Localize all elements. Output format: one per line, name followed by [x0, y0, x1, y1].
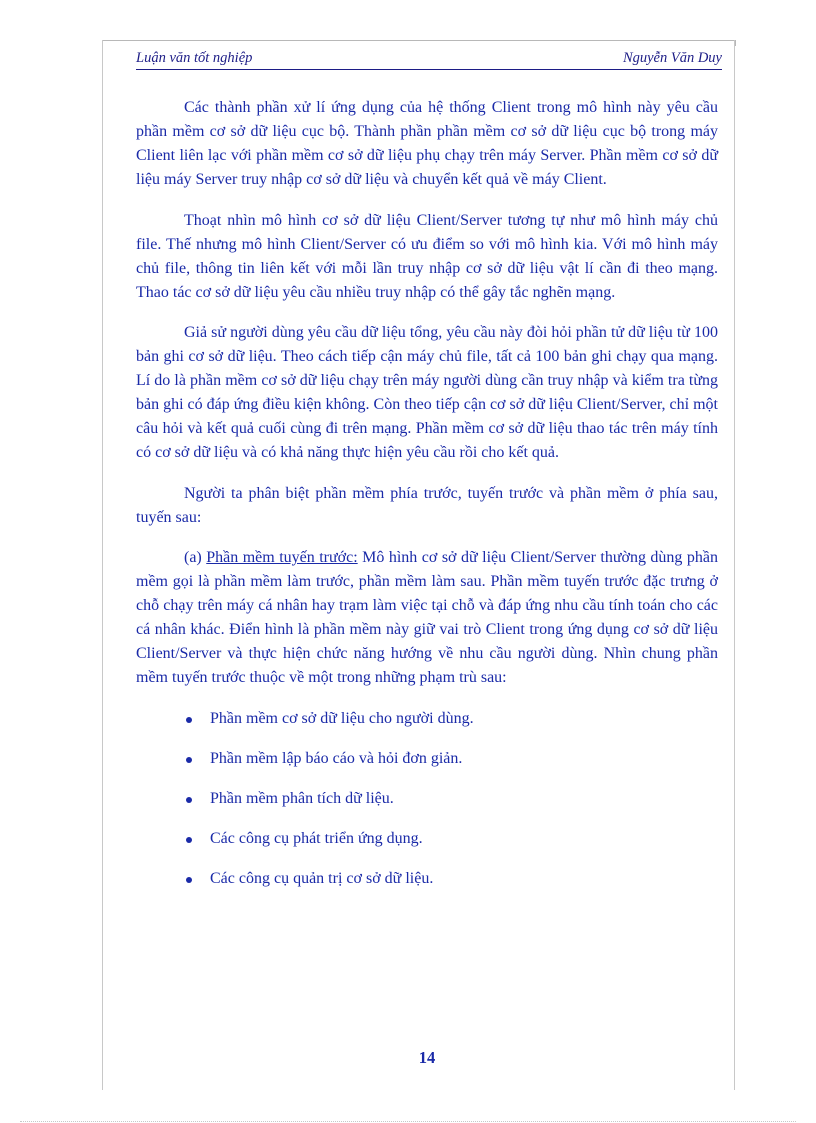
- bullet-icon: [186, 717, 192, 723]
- list-item: [184, 707, 718, 731]
- paragraph-front-end-software: [136, 546, 718, 690]
- page-border-bottom: [20, 1121, 796, 1122]
- page-border-top: [102, 40, 736, 46]
- list-item: [184, 827, 718, 851]
- page-border-right: [734, 40, 735, 1090]
- paragraph-front-back-end: Người ta phân biệt phần mềm phía trước, tuyến trước và phần mềm ở phía sau, tuyến sau:: [136, 484, 718, 526]
- bullet-icon: [186, 797, 192, 803]
- header-author-name: Nguyễn Văn Duy: [622, 50, 722, 66]
- header-rule: [136, 69, 722, 70]
- section-text: Mô hình cơ sở dữ liệu Client/Server thường dùng phần mềm gọi là phần mềm làm trước, phần mềm làm sau. Phần mềm tuyến trước đặc trưng ở chỗ chạy trên máy cá nhân hay trạm làm việc tại chỗ và đáp ứng nhu cầu tính toán cho các cá nhân khác. Điển hình là phần mềm này giữ vai trò Client trong ứng dụng cơ sở dữ liệu Client/Server và thực hiện chức năng hướng về nhu cầu người dùng. Nhìn chung phần mềm tuyến trước thuộc về một trong những phạm trù sau:: [136, 549, 719, 686]
- paragraph-example-100-records: Giả sử người dùng yêu cầu dữ liệu tổng, yêu cầu này đòi hỏi phần tử dữ liệu từ 100 bản ghi cơ sở dữ liệu. Theo cách tiếp cận máy chủ file, tất cả 100 bản ghi chạy qua mạng. Lí do là phần mềm cơ sở dữ liệu chạy trên máy người dùng cần truy nhập và kiểm tra từng bản ghi có đáp ứng điều kiện không. Còn theo tiếp cận cơ sở dữ liệu Client/Server, chỉ một câu hỏi và kết quả cuối cùng đi trên mạng. Phần mềm cơ sở dữ liệu thao tác trên máy tính có cơ sở dữ liệu và có khả năng thực hiện yêu cầu rồi cho kết quả.: [136, 324, 718, 461]
- front-end-category-list: [136, 707, 718, 891]
- bullet-icon: [186, 757, 192, 763]
- list-item-text: Phần mềm lập báo cáo và hỏi đơn giản.: [210, 749, 463, 767]
- bullet-icon: [186, 877, 192, 883]
- running-header: [136, 50, 722, 70]
- list-item-text: Phần mềm cơ sở dữ liệu cho người dùng.: [210, 709, 474, 727]
- list-item-text: Các công cụ phát triển ứng dụng.: [210, 829, 423, 847]
- list-item: [184, 747, 718, 771]
- section-term: Phần mềm tuyến trước:: [206, 549, 358, 566]
- paragraph-client-processing: Các thành phần xử lí ứng dụng của hệ thống Client trong mô hình này yêu cầu phần mềm cơ sở dữ liệu cục bộ. Thành phần phần mềm cơ sở dữ liệu cục bộ trong máy Client liên lạc với phần mềm cơ sở dữ liệu phụ chạy trên máy Server. Phần mềm cơ sở dữ liệu máy Server truy nhập cơ sở dữ liệu và chuyển kết quả về máy Client.: [136, 99, 718, 188]
- list-item-text: Phần mềm phân tích dữ liệu.: [210, 789, 394, 807]
- page-body: [136, 96, 718, 907]
- list-item: [184, 787, 718, 811]
- list-item: [184, 867, 718, 891]
- paragraph-compare-file-server: Thoạt nhìn mô hình cơ sở dữ liệu Client/Server tương tự như mô hình máy chủ file. Thế nhưng mô hình Client/Server có ưu điểm so với mô hình kia. Với mô hình máy chủ file, thông tin liên kết với mỗi lần truy nhập cơ sở dữ liệu vật lí cần đi theo mạng. Thao tác cơ sở dữ liệu yêu cầu nhiều truy nhập có thể gây tắc nghẽn mạng.: [136, 211, 718, 301]
- page-number: 14: [418, 1048, 436, 1067]
- bullet-icon: [186, 837, 192, 843]
- list-item-text: Các công cụ quản trị cơ sở dữ liệu.: [210, 869, 434, 887]
- section-marker: (a): [184, 549, 202, 566]
- header-thesis-title: Luận văn tốt nghiệp: [136, 50, 253, 66]
- page-border-left: [102, 40, 103, 1090]
